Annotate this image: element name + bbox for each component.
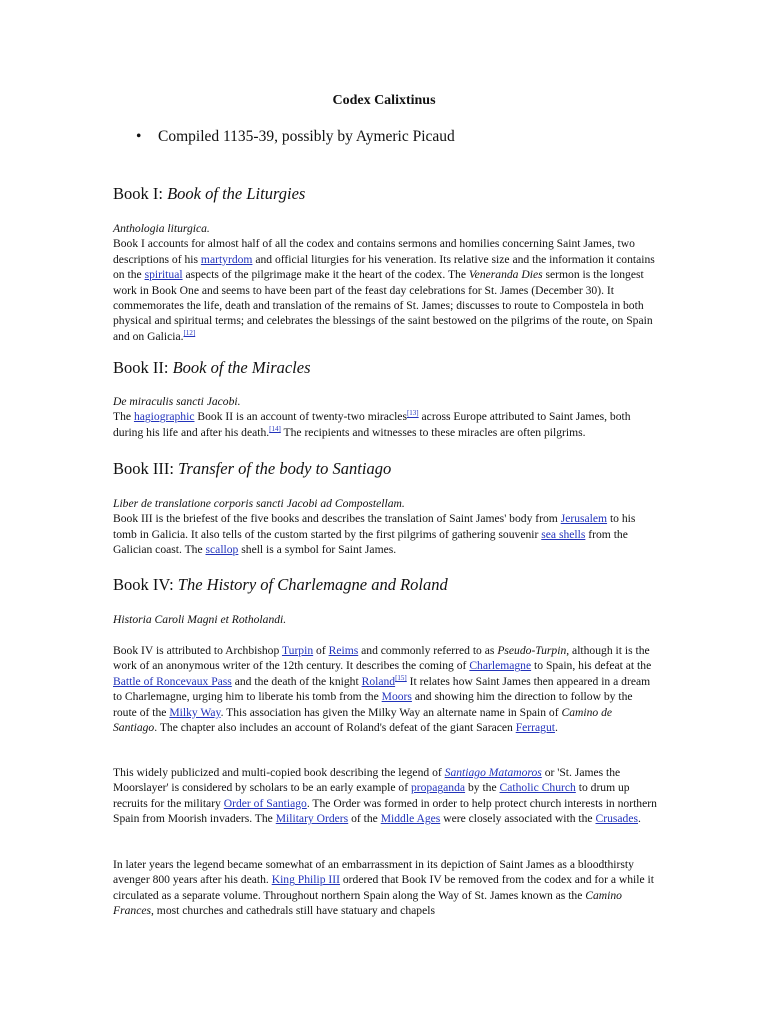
- link-moors[interactable]: Moors: [381, 690, 412, 704]
- text: across Europe attributed to Saint James, both during his life and after his death.: [113, 410, 631, 439]
- book1-heading-prefix: Book I:: [113, 184, 163, 203]
- text: and commonly referred to as: [358, 644, 498, 657]
- text: to drum up recruits for the military: [113, 781, 630, 810]
- text: .: [638, 812, 641, 826]
- bullet-item: [136, 128, 455, 146]
- text: and the death of the knight: [231, 674, 362, 688]
- text: or 'St. James the Moorslayer' is considered by scholars to be an early example of: [113, 766, 621, 795]
- paragraph: [113, 857, 658, 919]
- emphasis-text: Camino de Santiago: [113, 705, 613, 735]
- text: The recipients and witnesses to these miracles are often pilgrims.: [280, 425, 586, 439]
- book4-subtitle-block: [113, 612, 658, 627]
- text: shell is a symbol for Saint James.: [238, 543, 397, 557]
- emphasis-text: Camino Frances: [113, 888, 622, 918]
- book4-heading: [113, 575, 448, 595]
- text: to Spain, his defeat at the: [531, 659, 652, 673]
- book3-section: [113, 496, 658, 558]
- book4-paragraph-2: [113, 765, 658, 827]
- emphasis-text: Pseudo-Turpin: [497, 644, 567, 657]
- text: . This association has given the Milky Way an alternate name in Spain of: [220, 705, 562, 719]
- reference-14[interactable]: [14]: [269, 424, 281, 433]
- link-roland[interactable]: Roland: [361, 674, 396, 688]
- link-hagiographic[interactable]: hagiographic: [133, 410, 195, 424]
- book3-subtitle: Liber de translatione corporis sancti Jacobi ad Compostellam.: [113, 497, 405, 510]
- text: , although it is the work of an anonymous writer of the 12th century. It describes the coming of: [113, 644, 650, 673]
- book2-heading-prefix: Book II:: [113, 358, 169, 377]
- link-santiago-matamoros[interactable]: Santiago Matamoros: [444, 766, 542, 779]
- book1-heading: [113, 184, 305, 204]
- link-spiritual[interactable]: spiritual: [144, 268, 183, 282]
- text: sermon is the longest work in Book One and seems to have been part of the feast day celebrations for St. James (December 30). It commemorates the life, death and translation of the remains of St. James; discusses to route to Compostela in both physical and spiritual terms; and celebrates the blessings of the saint bestowed on the pilgrims of the route, on Spain and on Galicia.: [113, 268, 653, 343]
- book3-heading-title: Transfer of the body to Santiago: [178, 459, 392, 478]
- text: to his tomb in Galicia. It also tells of the custom started by the first pilgrims of gathering souvenir: [113, 512, 636, 541]
- link-middle-ages[interactable]: Middle Ages: [380, 812, 441, 826]
- book4-paragraph-1: [113, 643, 658, 735]
- book1-section: [113, 221, 658, 344]
- text: by the: [465, 781, 500, 795]
- text: from the Galician coast. The: [113, 527, 628, 557]
- book3-heading-prefix: Book III:: [113, 459, 174, 478]
- text: of the: [348, 812, 381, 826]
- link-scallop[interactable]: scallop: [205, 543, 239, 557]
- text: were closely associated with the: [440, 812, 596, 826]
- book3-heading: [113, 459, 391, 479]
- text: ordered that Book IV be removed from the codex and for a while it circulated as a separate volume. Throughout northern Spain along the Way of St. James known as the: [113, 873, 654, 902]
- text: . The Order was formed in order to help protect church interests in northern Spain from Moorish invaders. The: [113, 796, 657, 826]
- paragraph: [113, 765, 658, 827]
- link-sea-shells[interactable]: sea shells: [541, 527, 586, 541]
- reference-13[interactable]: [13]: [406, 409, 419, 418]
- link-catholic-church[interactable]: Catholic Church: [499, 781, 576, 795]
- text: .: [554, 721, 558, 735]
- text: Book II is an account of twenty-two miracles: [194, 410, 407, 424]
- book2-subtitle: De miraculis sancti Jacobi.: [113, 395, 241, 408]
- reference-15[interactable]: [15]: [395, 673, 407, 682]
- text: , most churches and cathedrals still have statuary and chapels: [151, 904, 435, 918]
- text: and official liturgies for his veneration. Its relative size and the information it contains on the: [113, 252, 655, 282]
- book3-paragraph: [113, 511, 658, 557]
- emphasis-text: Veneranda Dies: [468, 268, 543, 282]
- link-king-philip-iii[interactable]: King Philip III: [271, 873, 340, 887]
- text: . The chapter also includes an account of Roland's defeat of the giant Saracen: [154, 721, 516, 735]
- text: In later years the legend became somewhat of an embarrassment in its depiction of Saint James as a bloodthirsty avenger 800 years after his death.: [113, 858, 634, 887]
- bullet-icon: •: [136, 128, 142, 145]
- book1-paragraph: [113, 236, 658, 344]
- book4-paragraph-3: [113, 857, 658, 919]
- link-martyrdom[interactable]: martyrdom: [200, 252, 253, 266]
- bullet-text: Compiled 1135-39, possibly by Aymeric Picaud: [158, 128, 455, 145]
- book2-paragraph: [113, 409, 658, 440]
- book2-heading-title: Book of the Miracles: [172, 358, 311, 377]
- text: The: [113, 410, 134, 424]
- text: Book III is the briefest of the five books and describes the translation of Saint James' body from: [113, 512, 561, 526]
- book2-section: [113, 394, 658, 440]
- text: Book IV is attributed to Archbishop: [113, 644, 282, 657]
- paragraph: [113, 643, 658, 735]
- link-charlemagne[interactable]: Charlemagne: [469, 659, 532, 673]
- book4-subtitle: Historia Caroli Magni et Rotholandi.: [113, 613, 287, 626]
- link-order-of-santiago[interactable]: Order of Santiago: [223, 796, 307, 810]
- link-crusades[interactable]: Crusades: [595, 812, 638, 826]
- text: of: [313, 644, 329, 657]
- link-jerusalem[interactable]: Jerusalem: [560, 512, 608, 526]
- text: It relates how Saint James then appeared in a dream to Charlemagne, urging him to liberate his tomb from the: [113, 674, 651, 704]
- text: and showing him the direction to follow by the route of the: [113, 690, 633, 719]
- book4-heading-title: The History of Charlemagne and Roland: [177, 575, 448, 594]
- link-reims[interactable]: Reims: [328, 644, 359, 657]
- link-ferragut[interactable]: Ferragut: [515, 721, 555, 735]
- text: This widely publicized and multi-copied book describing the legend of: [113, 766, 445, 779]
- reference-12[interactable]: [12]: [183, 328, 196, 337]
- text: aspects of the pilgrimage make it the heart of the codex. The: [182, 268, 469, 282]
- page-title: Codex Calixtinus: [332, 93, 436, 108]
- link-battle-of-roncevaux-pass[interactable]: Battle of Roncevaux Pass: [113, 674, 232, 688]
- link-milky-way[interactable]: Milky Way: [169, 705, 221, 719]
- link-military-orders[interactable]: Military Orders: [275, 812, 349, 826]
- text: Book I accounts for almost half of all the codex and contains sermons and homilies concerning Saint James, two descriptions of his: [113, 237, 635, 266]
- book1-heading-title: Book of the Liturgies: [167, 184, 306, 203]
- link-propaganda[interactable]: propaganda: [410, 781, 466, 795]
- book4-heading-prefix: Book IV:: [113, 575, 174, 594]
- link-turpin[interactable]: Turpin: [281, 644, 314, 657]
- book2-heading: [113, 358, 311, 378]
- book1-subtitle: Anthologia liturgica.: [113, 222, 210, 235]
